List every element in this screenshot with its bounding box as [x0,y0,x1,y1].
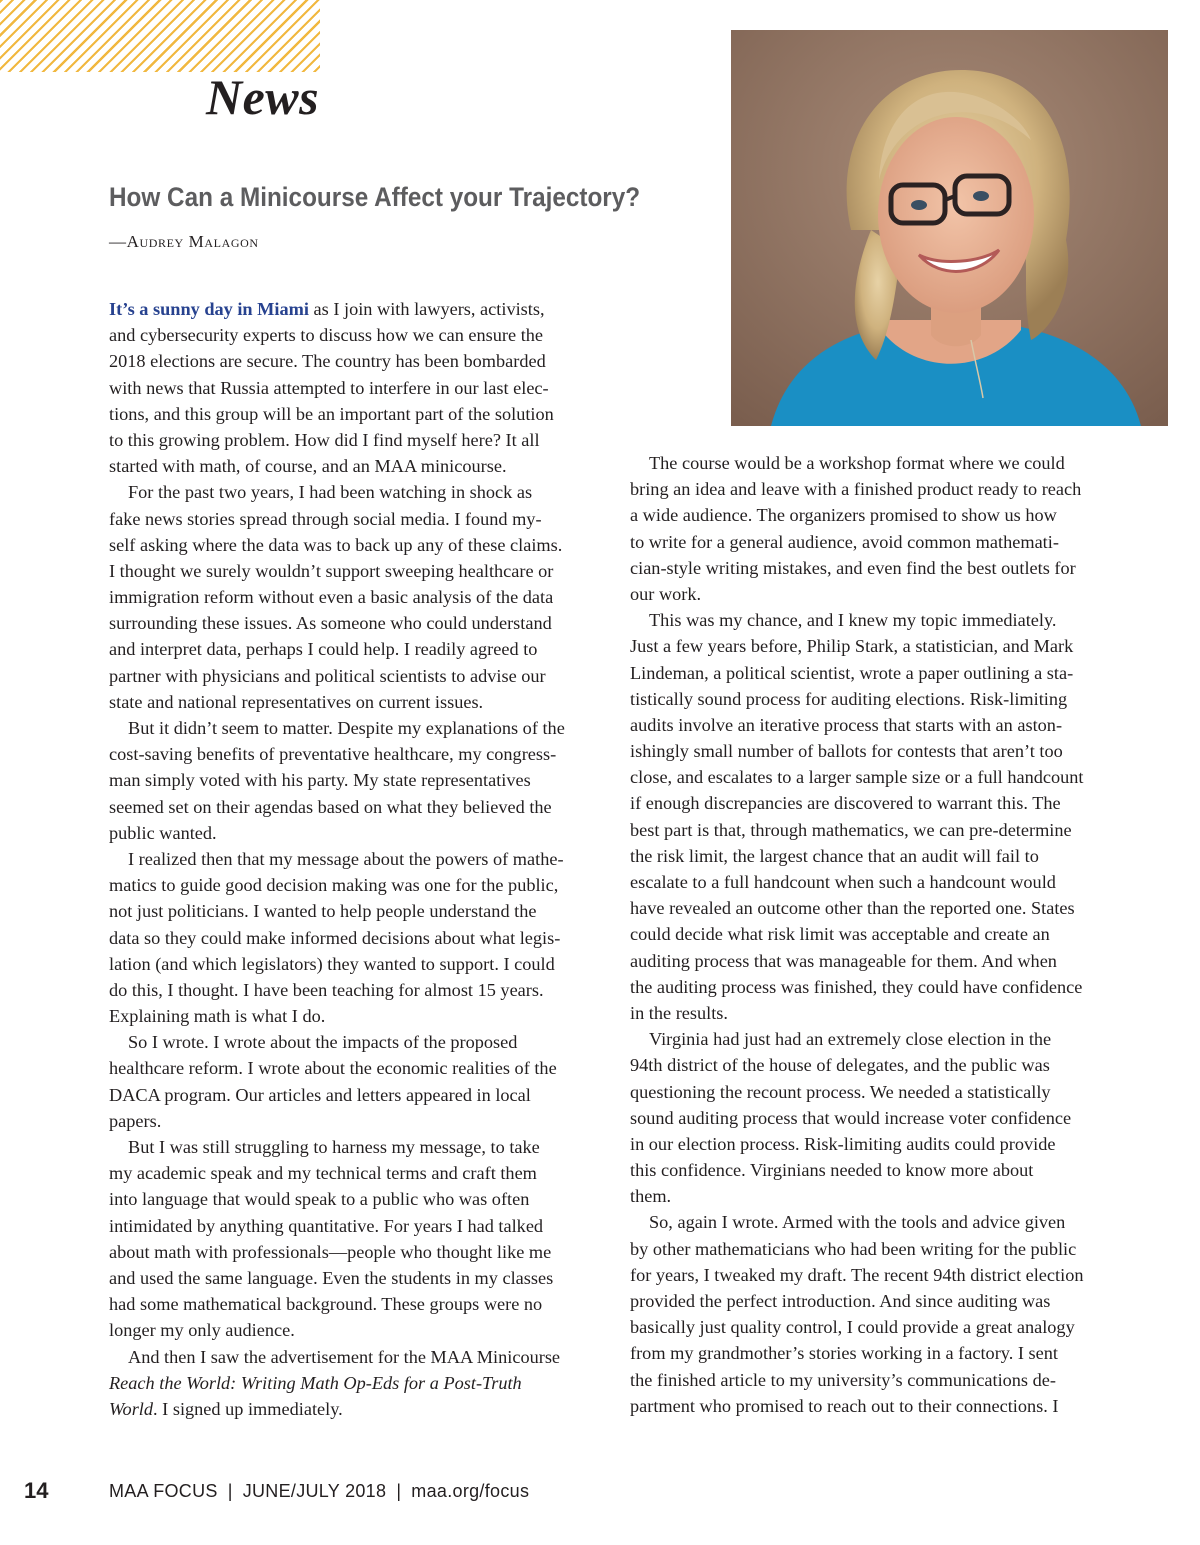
text-line [109,1213,609,1239]
line-text: Just a few years before, Philip Stark, a statistician, and Mark [630,636,1074,657]
line-text: seemed set on their agendas based on what they believed the [109,796,552,817]
line-text: So I wrote. I wrote about the impacts of the proposed [128,1032,518,1053]
text-line [109,846,609,872]
text-line [109,741,609,767]
line-text: matics to guide good decision making was one for the public, [109,875,559,896]
text-line [630,1105,1135,1131]
text-line [630,790,1135,816]
line-text: I realized then that my message about the powers of mathe- [128,848,564,869]
text-line [630,764,1135,790]
text-line [630,476,1135,502]
text-line [630,633,1135,659]
line-text: tions, and this group will be an important part of the solution [109,403,554,424]
line-text: for years, I tweaked my draft. The recent 94th district election [630,1264,1084,1285]
text-line [630,1209,1135,1235]
line-text: to write for a general audience, avoid common mathemati- [630,531,1059,552]
text-line [109,1108,609,1134]
line-text: with news that Russia attempted to interfere in our last elec- [109,377,549,398]
text-line [630,1079,1135,1105]
text-line [109,1344,609,1370]
website-link[interactable]: maa.org/focus [411,1481,530,1501]
text-line [109,1186,609,1212]
line-text: man simply voted with his party. My state representatives [109,770,531,791]
line-text: as I join with lawyers, activists, [313,299,545,319]
line-text: data so they could make informed decisions about what legis- [109,927,561,948]
line-text: I thought we surely wouldn’t support sweeping healthcare or [109,560,554,581]
line-text: a wide audience. The organizers promised to show us how [630,505,1057,526]
line-text: The course would be a workshop format where we could [649,453,1065,473]
text-line [109,794,609,820]
line-text: fake news stories spread through social media. I found my- [109,508,542,529]
text-line [109,820,609,846]
line-text: surrounding these issues. As someone who could understand [109,613,552,634]
line-text: self asking where the data was to back up any of these claims. [109,534,563,555]
text-line [109,977,609,1003]
footer-separator: | [227,1481,233,1501]
text-line [109,610,609,636]
text-line [630,948,1135,974]
line-text: basically just quality control, I could provide a great analogy [630,1317,1075,1338]
line-text: longer my only audience. [109,1320,295,1341]
line-text: lation (and which legislators) they wanted to support. I could [109,953,555,974]
line-text: intimidated by anything quantitative. For years I had talked [109,1215,544,1236]
text-line [109,401,609,427]
text-line [630,1000,1135,1026]
text-line [109,1239,609,1265]
line-text: This was my chance, and I knew my topic immediately. [649,610,1057,631]
line-text: had some mathematical background. These groups were no [109,1294,543,1315]
line-text: in our election process. Risk-limiting audits could provide [630,1133,1056,1154]
text-line [109,715,609,741]
text-line [109,636,609,662]
page-footer [0,1478,1200,1508]
line-text: papers. [109,1110,162,1131]
line-text: about math with professionals—people who thought like me [109,1241,552,1262]
text-line [109,375,609,401]
text-line [109,532,609,558]
footer-separator: | [396,1481,402,1501]
line-text: But it didn’t seem to matter. Despite my explanations of the [128,718,565,738]
text-line [109,951,609,977]
publication-name: MAA FOCUS [109,1481,218,1501]
text-line [109,1396,609,1422]
line-text: into language that would speak to a public who was often [109,1189,530,1210]
text-line [109,1370,609,1396]
line-text: the finished article to my university’s communications de- [630,1369,1056,1390]
line-text: Reach the World: Writing Math Op-Eds for a Post-Truth [109,1372,522,1393]
issue-date: JUNE/JULY 2018 [242,1481,387,1501]
line-text: best part is that, through mathematics, we can pre-determine [630,819,1072,840]
text-line [109,1160,609,1186]
text-line [109,453,609,479]
line-text: questioning the recount process. We needed a statistically [630,1081,1051,1102]
line-text: escalate to a full handcount when such a handcount would [630,872,1056,892]
line-text: my academic speak and my technical terms and craft them [109,1163,537,1184]
text-line [630,607,1135,633]
text-line [630,921,1135,947]
line-text: have revealed an outcome other than the reported one. States [630,898,1075,919]
text-line [630,581,1135,607]
text-line [109,925,609,951]
text-line [630,555,1135,581]
text-line [109,689,609,715]
text-line [109,558,609,584]
text-line [109,1003,609,1029]
text-line [630,1288,1135,1314]
line-text: For the past two years, I had been watching in shock as [128,482,533,503]
decorative-stripes [0,0,320,72]
line-text: ishingly small number of ballots for contests that aren’t too [630,741,1063,762]
line-text: provided the perfect introduction. And since auditing was [630,1291,1051,1311]
line-text: cost-saving benefits of preventative healthcare, my congress- [109,744,557,765]
text-line [630,1052,1135,1078]
text-line [630,450,1135,476]
line-text: close, and escalates to a larger sample size or a full handcount [630,767,1084,788]
text-line [630,1183,1135,1209]
text-line [630,1157,1135,1183]
text-line [630,1131,1135,1157]
text-line [109,584,609,610]
text-line [630,502,1135,528]
line-text: and used the same language. Even the students in my classes [109,1267,554,1288]
line-text: . I signed up immediately. [153,1398,343,1419]
page-number: 14 [24,1478,49,1503]
line-text: 94th district of the house of delegates, and the public was [630,1055,1050,1076]
line-text: So, again I wrote. Armed with the tools and advice given [649,1212,1066,1233]
line-text: could decide what risk limit was acceptable and create an [630,924,1050,945]
line-text: bring an idea and leave with a finished product ready to reach [630,479,1082,500]
text-line [630,817,1135,843]
line-text: auditing process that was manageable for them. And when [630,950,1057,971]
text-line [109,1134,609,1160]
line-text: and cybersecurity experts to discuss how we can ensure the [109,325,544,346]
text-line [109,1291,609,1317]
text-line [109,427,609,453]
text-line [630,712,1135,738]
text-line [109,1265,609,1291]
text-line [109,506,609,532]
text-line [109,322,609,348]
text-line [630,1026,1135,1052]
article-headline: How Can a Minicourse Affect your Trajectory? [109,182,641,212]
line-text: partment who promised to reach out to their connections. I [630,1395,1059,1416]
line-text: our work. [630,583,702,604]
line-text: immigration reform without even a basic analysis of the data [109,587,554,608]
line-text: audits involve an iterative process that starts with an aston- [630,714,1063,735]
line-text: not just politicians. I wanted to help people understand the [109,901,537,922]
text-line [630,895,1135,921]
text-line [630,1262,1135,1288]
text-line [630,974,1135,1000]
line-text: sound auditing process that would increase voter confidence [630,1107,1072,1128]
text-line [109,1082,609,1108]
text-line [630,660,1135,686]
line-text: public wanted. [109,822,217,843]
article-byline: —Audrey Malagon [109,232,259,251]
line-text: partner with physicians and political scientists to advise our [109,665,546,686]
line-text: And then I saw the advertisement for the MAA Minicourse [128,1346,561,1367]
text-line [630,1367,1135,1393]
line-text: this confidence. Virginians needed to know more about [630,1160,1034,1181]
line-text: Explaining math is what I do. [109,1006,326,1027]
line-text: the risk limit, the largest chance that an audit will fail to [630,845,1039,866]
text-line [109,348,609,374]
text-line [109,872,609,898]
line-text: state and national representatives on current issues. [109,691,484,712]
article-column-right [630,450,1135,1419]
lead-in-phrase: It’s a sunny day in Miami [109,299,309,319]
text-line [630,1393,1135,1419]
article-column-left [109,296,609,1422]
line-text: in the results. [630,1002,728,1023]
line-text: by other mathematicians who had been writing for the public [630,1238,1077,1259]
line-text: them. [630,1186,672,1207]
text-line [630,843,1135,869]
line-text: Virginia had just had an extremely close election in the [649,1029,1052,1050]
author-photo [731,30,1168,426]
text-line [109,898,609,924]
line-text: DACA program. Our articles and letters appeared in local [109,1084,531,1105]
text-line [109,767,609,793]
line-text: to this growing problem. How did I find myself here? It all [109,429,540,450]
footer-info [109,1481,529,1502]
line-text: But I was still struggling to harness my message, to take [128,1137,540,1157]
text-line [630,738,1135,764]
line-text: started with math, of course, and an MAA minicourse. [109,456,507,477]
title-italic: World [109,1398,154,1419]
text-line [109,1317,609,1343]
text-line [630,1236,1135,1262]
text-line [630,1340,1135,1366]
text-line [630,1314,1135,1340]
line-text: the auditing process was finished, they could have confidence [630,976,1083,997]
section-title: News [206,69,320,125]
text-line [630,529,1135,555]
text-line [109,479,609,505]
text-line [630,686,1135,712]
line-text: cian-style writing mistakes, and even find the best outlets for [630,557,1076,578]
text-line [630,869,1135,895]
line-text: tistically sound process for auditing elections. Risk-limiting [630,688,1068,709]
line-text: if enough discrepancies are discovered to warrant this. The [630,793,1061,814]
line-text: and interpret data, perhaps I could help. I readily agreed to [109,639,538,660]
line-text: 2018 elections are secure. The country has been bombarded [109,351,546,372]
line-text: from my grandmother’s stories working in a factory. I sent [630,1343,1058,1364]
text-line [109,1029,609,1055]
text-line [109,296,609,322]
line-text: Lindeman, a political scientist, wrote a paper outlining a sta- [630,662,1074,683]
text-line [109,663,609,689]
author-portrait-illustration [731,30,1168,426]
line-text: healthcare reform. I wrote about the economic realities of the [109,1058,557,1079]
text-line [109,1055,609,1081]
line-text: do this, I thought. I have been teaching for almost 15 years. [109,979,544,1000]
